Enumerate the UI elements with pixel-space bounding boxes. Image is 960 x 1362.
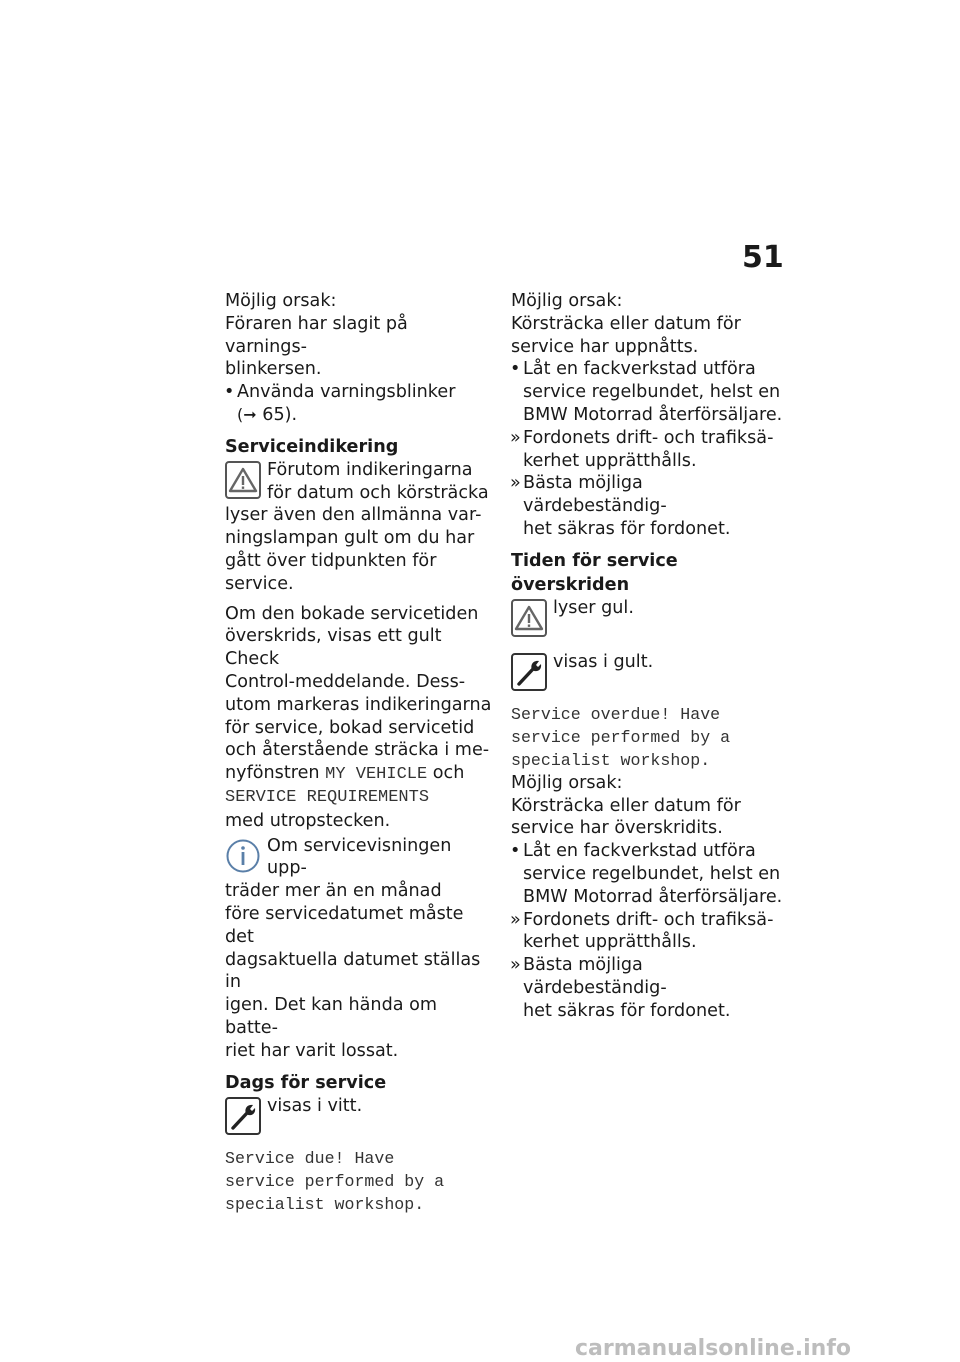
body-text: med utropstecken. [225, 810, 391, 831]
reference-arrow-icon: (➞ [237, 404, 257, 424]
body-text: ningslampan gult om du har [225, 528, 475, 549]
cause-text: Föraren har slagit på varnings- [225, 313, 408, 357]
bullet-item: service regelbundet, helst en [523, 382, 781, 403]
body-text: nyfönstren MY VEHICLE och [225, 763, 465, 785]
body-text: för datum och körsträcka [267, 482, 489, 503]
info-text: träder mer än en månad [225, 881, 442, 902]
result-item: » Fordonets drift- och trafiksä- [511, 427, 786, 450]
bullet-item: • Använda varningsblinker [225, 381, 495, 404]
bullet-item: BMW Motorrad återförsäljare. [523, 886, 783, 907]
cause-label: Möjlig orsak: [225, 291, 337, 311]
body-text: utom markeras indikeringarna [225, 694, 492, 715]
bullet-item: • Låt en fackverkstad utföra [511, 840, 786, 863]
bullet-item: BMW Motorrad återförsäljare. [523, 404, 783, 425]
menu-name-my-vehicle: MY VEHICLE [325, 765, 428, 785]
warning-triangle-icon [511, 599, 547, 637]
heading-service-due: Dags för service [225, 1072, 387, 1093]
page-number: 51 [742, 240, 784, 275]
display-message: service performed by a [225, 1171, 445, 1191]
cause-label: Möjlig orsak: [511, 772, 623, 793]
body-text: Körsträcka eller datum för [511, 313, 741, 334]
info-text: dagsaktuella datumet ställas in [225, 949, 481, 993]
result-item: het säkras för fordonet. [523, 518, 731, 539]
body-text: visas i gult. [553, 651, 654, 672]
right-column [511, 290, 786, 1023]
info-text: före servicedatumet måste det [225, 903, 464, 947]
body-text: lyser gul. [553, 597, 634, 618]
heading-service-indicator: Serviceindikering [225, 436, 399, 457]
wrench-icon [511, 653, 547, 691]
body-text: gått över tidpunkten för service. [225, 550, 437, 594]
bullet-item: • Låt en fackverkstad utföra [511, 358, 786, 381]
body-text: service har uppnåtts. [511, 336, 699, 357]
info-text: igen. Det kan hända om batte- [225, 995, 438, 1038]
wrench-icon [225, 1097, 261, 1135]
left-column [225, 290, 495, 1216]
body-text: visas i vitt. [267, 1095, 363, 1116]
body-text: för service, bokad servicetid [225, 717, 475, 738]
body-text: och återstående sträcka i me- [225, 740, 490, 761]
body-text: Control-meddelande. Dess- [225, 671, 466, 692]
display-message: service performed by a [511, 727, 731, 747]
result-item: het säkras för fordonet. [523, 1000, 731, 1021]
body-text: Förutom indikeringarna [267, 459, 473, 480]
display-message: Service overdue! Have [511, 704, 721, 724]
body-text: lyser även den allmänna var- [225, 505, 482, 526]
info-text: Om servicevisningen upp- [267, 835, 452, 879]
display-message: specialist workshop. [511, 750, 711, 770]
menu-name-service-requirements: SERVICE REQUIREMENTS [225, 787, 430, 807]
display-message: Service due! Have [225, 1148, 395, 1168]
watermark: carmanualsonline.info [575, 1336, 851, 1361]
info-text: riet har varit lossat. [225, 1040, 399, 1061]
info-icon [225, 837, 261, 875]
bullet-item: service regelbundet, helst en [523, 863, 781, 884]
result-item: kerhet upprätthålls. [523, 932, 697, 953]
body-text: Om den bokade servicetiden [225, 603, 479, 624]
body-text: Körsträcka eller datum för [511, 795, 741, 816]
page-reference[interactable]: (➞ 65). [237, 404, 298, 425]
display-message: specialist workshop. [225, 1194, 425, 1214]
cause-text: blinkersen. [225, 359, 322, 380]
body-text: överskrids, visas ett gult Check [225, 626, 442, 670]
result-item: » Bästa möjliga värdebeständig- [511, 954, 786, 1000]
result-item: » Bästa möjliga värdebeständig- [511, 472, 786, 518]
heading-service-overdue: Tiden för service överskriden [511, 550, 678, 595]
warning-triangle-icon [225, 461, 261, 499]
cause-label: Möjlig orsak: [511, 291, 623, 311]
result-item: kerhet upprätthålls. [523, 450, 697, 471]
body-text: service har överskridits. [511, 818, 723, 839]
result-item: » Fordonets drift- och trafiksä- [511, 909, 786, 932]
